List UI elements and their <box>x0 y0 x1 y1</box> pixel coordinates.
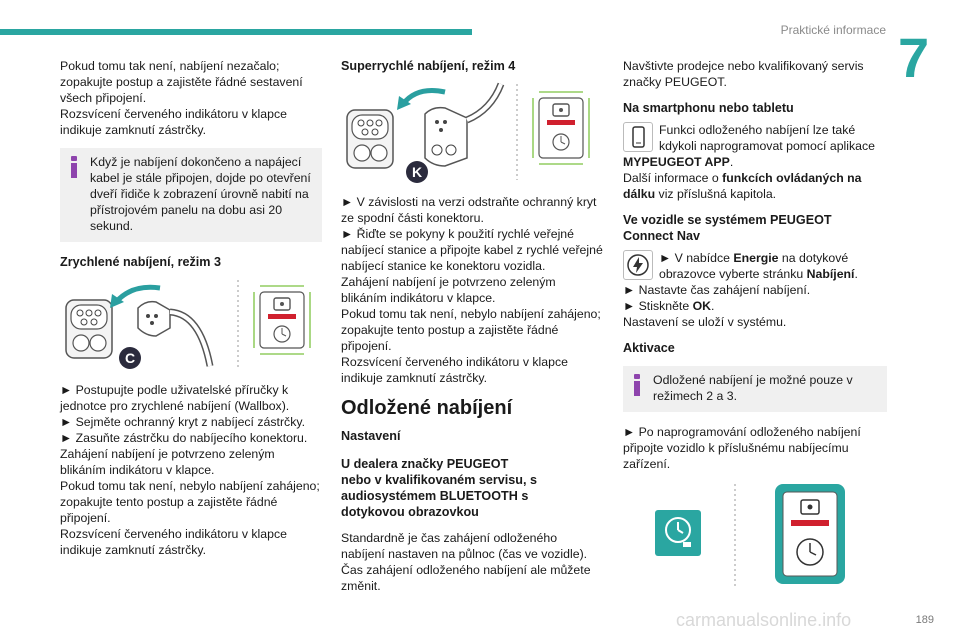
paragraph: Zahájení nabíjení je potvrzeno zeleným blikáním indikátoru v klapce. <box>341 275 556 305</box>
info-box <box>623 366 887 412</box>
heading-dealer: U dealera značky PEUGEOT nebo v kvalifikovaném servisu, s audiosystémem BLUETOOTH s dotykovou obrazovkou <box>341 457 537 519</box>
watermark: carmanualsonline.info <box>676 610 852 630</box>
section-label: Praktické informace <box>780 23 886 37</box>
heading-vehicle: Ve vozidle se systémem PEUGEOT Connect Nav <box>623 213 832 243</box>
figure-super-rapid <box>341 80 603 184</box>
heading-settings: Nastavení <box>341 429 401 443</box>
more-text: Další informace o <box>623 171 723 185</box>
heading-rapid-charging: Zrychlené nabíjení, režim 3 <box>60 255 221 269</box>
column-1 <box>60 58 322 558</box>
ok-label: OK <box>692 299 712 313</box>
vehicle-step: ► V nabídce <box>659 251 734 265</box>
bullet: ► Řiďte se pokyny k použití rychlé veřejné nabíjecí stanice a připojte kabel z rychlé veřejné nabíjecí stanice ke konektoru vozidla. <box>341 227 603 273</box>
info-text: Odložené nabíjení je možné pouze v režimech 2 a 3. <box>653 373 853 403</box>
punctuation: . <box>729 155 734 169</box>
info-icon <box>68 156 82 178</box>
info-icon <box>631 374 645 396</box>
paragraph: Rozsvícení červeného indikátoru v klapce indikuje zamknutí zástrčky. <box>60 107 287 137</box>
phone-text: Funkci odloženého nabíjení lze také kdykoli naprogramovat pomocí aplikace <box>659 123 875 153</box>
bullet: ► Sejměte ochranný kryt z nabíjecí zástrčky. <box>60 415 305 429</box>
heading-deferred-charging: Odložené nabíjení <box>341 397 513 419</box>
column-2 <box>341 58 603 594</box>
bullet: ► Po naprogramování odloženého nabíjení připojte vozidlo k příslušnému nabíjecímu zařízení. <box>623 425 861 471</box>
app-name: MYPEUGEOT APP <box>623 155 730 169</box>
bullet: ► Stiskněte <box>623 299 693 313</box>
vehicle-step-mid: na dotykové obrazovce vyberte stránku <box>659 251 849 281</box>
figure-badge: C <box>124 350 136 366</box>
paragraph: Navštivte prodejce nebo kvalifikovaný servis značky PEUGEOT. <box>623 59 864 89</box>
page-number: 189 <box>915 614 934 626</box>
energy-icon <box>623 250 653 280</box>
header-accent-bar <box>0 29 472 35</box>
paragraph: Čas zahájení odloženého nabíjení ale můžete změnit. <box>341 563 591 593</box>
smartphone-icon <box>623 122 653 152</box>
paragraph: Standardně je čas zahájení odloženého nabíjení nastaven na půlnoc (čas ve vozidle). <box>341 531 588 561</box>
punctuation: . <box>711 299 715 313</box>
column-3 <box>623 58 887 597</box>
bullet: ► Nastavte čas zahájení nabíjení. <box>623 283 811 297</box>
paragraph: Pokud tomu tak není, nebylo nabíjení zahájeno; zopakujte tento postup a zajistěte řádné připojení. <box>341 307 601 353</box>
vehicle-block <box>623 250 887 282</box>
bullet: ► Zasuňte zástrčku do nabíjecího konektoru. <box>60 431 308 445</box>
bullet: ► V závislosti na verzi odstraňte ochranný kryt ze spodní části konektoru. <box>341 195 597 225</box>
deferred-charge-indicator-illustration <box>623 480 887 592</box>
figure-badge: K <box>411 164 423 180</box>
figure-rapid-charging <box>60 276 322 372</box>
heading-activation: Aktivace <box>623 341 675 355</box>
ccs-socket-plug-illustration <box>341 80 603 184</box>
heading-super-rapid: Superrychlé nabíjení, režim 4 <box>341 59 516 73</box>
bullet: ► Postupujte podle uživatelské příručky k jednotce pro zrychlené nabíjení (Wallbox). <box>60 383 290 413</box>
punctuation: . <box>854 267 858 281</box>
paragraph: Rozsvícení červeného indikátoru v klapce indikuje zamknutí zástrčky. <box>60 527 287 557</box>
paragraph: Pokud tomu tak není, nabíjení nezačalo; zopakujte postup a zajistěte řádné sestavení všech připojení. <box>60 59 303 105</box>
info-text: Když je nabíjení dokončeno a napájecí kabel je stále připojen, dojde po otevření dveří řidiče k zobrazení úrovně nabití na přístrojovém panelu na dobu asi 20 sekund. <box>90 155 311 233</box>
paragraph: Rozsvícení červeného indikátoru v klapce indikuje zamknutí zástrčky. <box>341 355 568 385</box>
chapter-number: 7 <box>898 26 930 89</box>
energy-menu: Energie <box>733 251 779 265</box>
smartphone-block <box>623 122 887 170</box>
paragraph: Zahájení nabíjení je potvrzeno zeleným blikáním indikátoru v klapce. <box>60 447 275 477</box>
remote-functions-ref: funkcích ovládaných na dálku <box>623 171 862 201</box>
paragraph: Nastavení se uloží v systému. <box>623 315 787 329</box>
info-box <box>60 148 322 242</box>
charging-page: Nabíjení <box>806 267 855 281</box>
heading-smartphone: Na smartphonu nebo tabletu <box>623 101 794 115</box>
more-text-end: viz příslušná kapitola. <box>655 187 777 201</box>
paragraph: Pokud tomu tak není, nebylo nabíjení zahájeno; zopakujte tento postup a zajistěte řádné připojení. <box>60 479 320 525</box>
socket-plug-illustration <box>60 276 322 372</box>
